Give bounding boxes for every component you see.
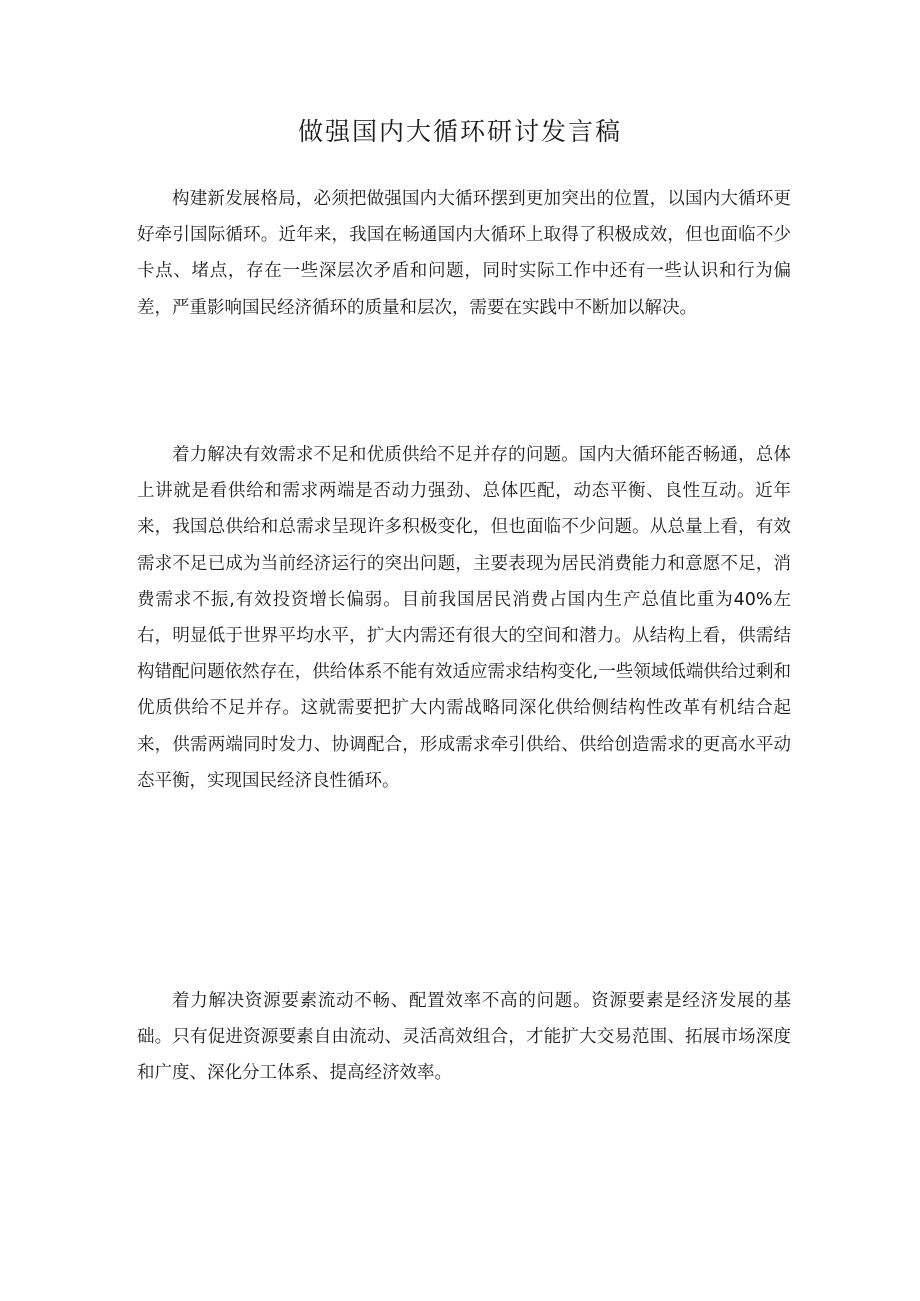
paragraph: 着力解决资源要素流动不畅、配置效率不高的问题。资源要素是经济发展的基础。只有促进资源要素自由流动、灵活高效组合，才能扩大交易范围、拓展市场深度和广度、深化分工体系、提高经济效率。 — [137, 991, 791, 1084]
paragraph: 构建新发展格局，必须把做强国内大循环摆到更加突出的位置，以国内大循环更好牵引国际循环。近年来，我国在畅通国内大循环上取得了积极成效，但也面临不少卡点、堵点，存在一些深层次矛盾和问题，同时实际工作中还有一些认识和行为偏差，严重影响国民经济循环的质量和层次，需要在实践中不断加以解决。 — [137, 189, 791, 318]
paragraph: 着力解决有效需求不足和优质供给不足并存的问题。国内大循环能否畅通，总体上讲就是看供给和需求两端是否动力强劲、总体匹配，动态平衡、良性互动。近年来，我国总供给和总需求呈现许多积极变化，但也面临不少问题。从总量上看，有效需求不足已成为当前经济运行的突出问题，主要表现为居民消费能力和意愿不足，消费需求不振,有效投资增长偏弱。目前我国居民消费占国内生产总值比重为40%左右，明显低于世界平均水平，扩大内需还有很大的空间和潜力。从结构上看，供需结构错配问题依然存在，供给体系不能有效适应需求结构变化,一些领域低端供给过剩和优质供给不足并存。这就需要把扩大内需战略同深化供给侧结构性改革有机结合起来，供需两端同时发力、协调配合，形成需求牵引供给、供给创造需求的更高水平动态平衡，实现国民经济良性循环。 — [137, 445, 791, 791]
document-title: 做强国内大循环研讨发言稿 — [297, 117, 622, 146]
